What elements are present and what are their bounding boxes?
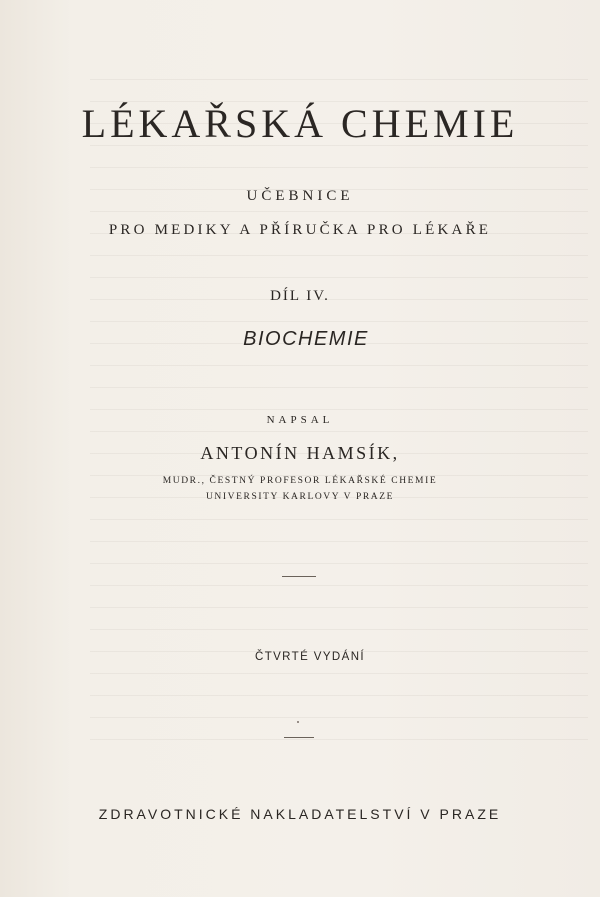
subtitle-line-2: PRO MEDIKY A PŘÍRUČKA PRO LÉKAŘE: [108, 222, 492, 238]
divider-rule: [284, 737, 314, 738]
volume-number: DÍL IV.: [270, 288, 330, 304]
part-title: BIOCHEMIE: [243, 328, 369, 350]
edition-statement: ČTVRTÉ VYDÁNÍ: [254, 651, 365, 663]
publisher-name: ZDRAVOTNICKÉ NAKLADATELSTVÍ V PRAZE: [98, 806, 502, 822]
subtitle-line-1: UČEBNICE: [246, 188, 354, 204]
author-credentials-line-1: MUDR., ČESTNÝ PROFESOR LÉKAŘSKÉ CHEMIE: [162, 476, 438, 486]
divider-rule: [282, 576, 316, 577]
byline: NAPSAL: [266, 414, 334, 426]
author-name: ANTONÍN HAMSÍK,: [200, 443, 400, 463]
author-credentials-line-2: UNIVERSITY KARLOVY V PRAZE: [205, 492, 395, 502]
ornament-dot: [297, 721, 299, 723]
book-title: LÉKAŘSKÁ CHEMIE: [81, 101, 519, 146]
